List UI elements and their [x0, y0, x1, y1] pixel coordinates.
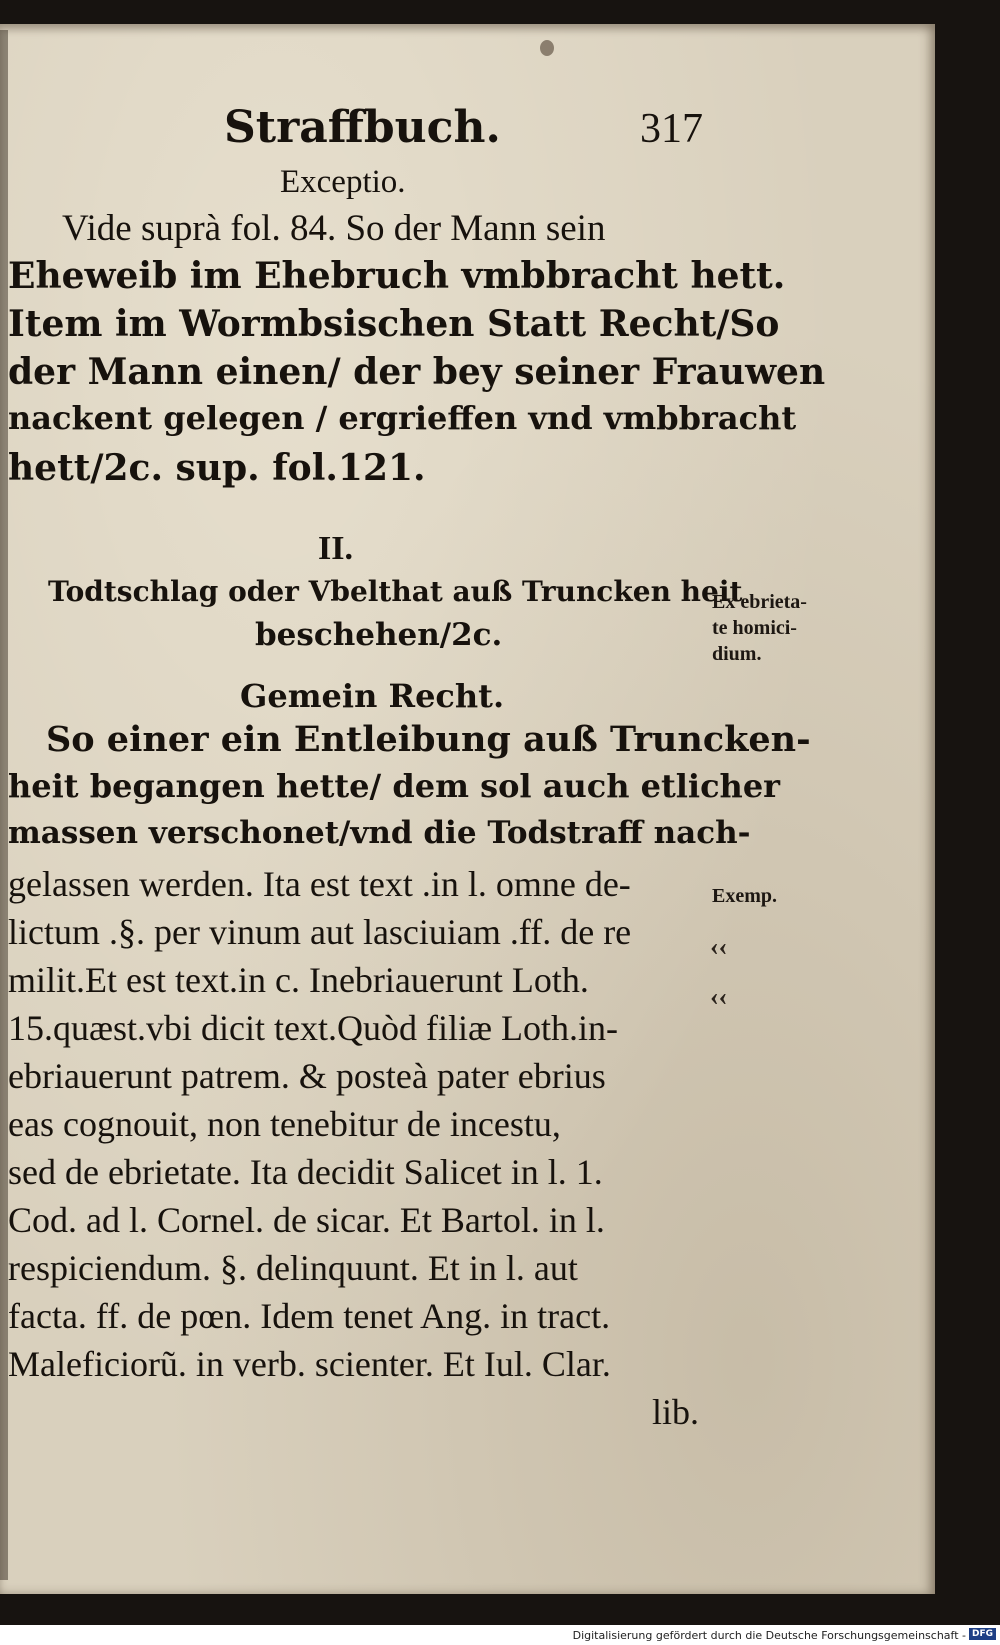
text-line: massen verschonet/vnd die Todstraff nach- [8, 815, 751, 851]
text-line: sed de ebrietate. Ita decidit Salicet in l. 1. [8, 1152, 603, 1192]
section-number: II. [318, 530, 353, 567]
folio-number: 317 [640, 106, 703, 152]
text-line: milit.Et est text.in c. Inebriauerunt Loth. [8, 960, 589, 1000]
text-line: facta. ff. de pœn. Idem tenet Ang. in tract. [8, 1296, 611, 1336]
footer-credit: Digitalisierung gefördert durch die Deutsche Forschungsgemeinschaft - [572, 1629, 966, 1642]
margin-quote-mark: ‹‹ [710, 982, 728, 1011]
dfg-logo: DFG [969, 1628, 996, 1640]
text-line: Vide suprà fol. 84. So der Mann sein [62, 208, 606, 249]
section-heading: beschehen/2c. [255, 617, 503, 653]
text-line: der Mann einen/ der bey seiner Frauwen [8, 351, 826, 393]
subheading: Gemein Recht. [240, 677, 505, 715]
section-label: Exceptio. [280, 164, 406, 200]
text-line: gelassen werden. Ita est text .in l. omne de- [8, 864, 631, 904]
margin-note: Ex ebrieta- [712, 591, 807, 613]
text-line: ebriauerunt patrem. & posteà pater ebrius [8, 1056, 606, 1096]
text-line: respiciendum. §. delinquunt. Et in l. aut [8, 1248, 578, 1288]
page-edge-shadow [0, 30, 8, 1580]
text-line: Item im Wormbsischen Statt Recht/So [8, 303, 780, 345]
margin-note: te homici- [712, 617, 797, 639]
text-line: nackent gelegen / ergrieffen vnd vmbbracht [8, 399, 797, 437]
margin-quote-mark: ‹‹ [710, 932, 728, 961]
text-line: Eheweib im Ehebruch vmbbracht hett. [8, 255, 786, 297]
text-line: So einer ein Entleibung auß Truncken- [46, 719, 811, 760]
running-head: Straffbuch. [224, 102, 501, 153]
text-line: lictum .§. per vinum aut lasciuiam .ff. de re [8, 912, 632, 952]
margin-note-exemp: Exemp. [712, 885, 777, 907]
ink-blot [540, 40, 554, 56]
text-line: 15.quæst.vbi dicit text.Quòd filiæ Loth.in- [8, 1008, 618, 1048]
text-line: heit begangen hette/ dem sol auch etlicher [8, 767, 781, 805]
text-line: eas cognouit, non tenebitur de incestu, [8, 1104, 561, 1144]
section-heading: Todtschlag oder Vbelthat auß Truncken heit [48, 575, 743, 608]
footer-bar [0, 1625, 1000, 1645]
catchword: lib. [652, 1392, 700, 1432]
text-line: Maleficiorũ. in verb. scienter. Et Iul. Clar. [8, 1344, 611, 1384]
text-line: hett/2c. sup. fol.121. [8, 447, 426, 489]
text-line: Cod. ad l. Cornel. de sicar. Et Bartol. in l. [8, 1200, 605, 1240]
margin-note: dium. [712, 643, 762, 665]
